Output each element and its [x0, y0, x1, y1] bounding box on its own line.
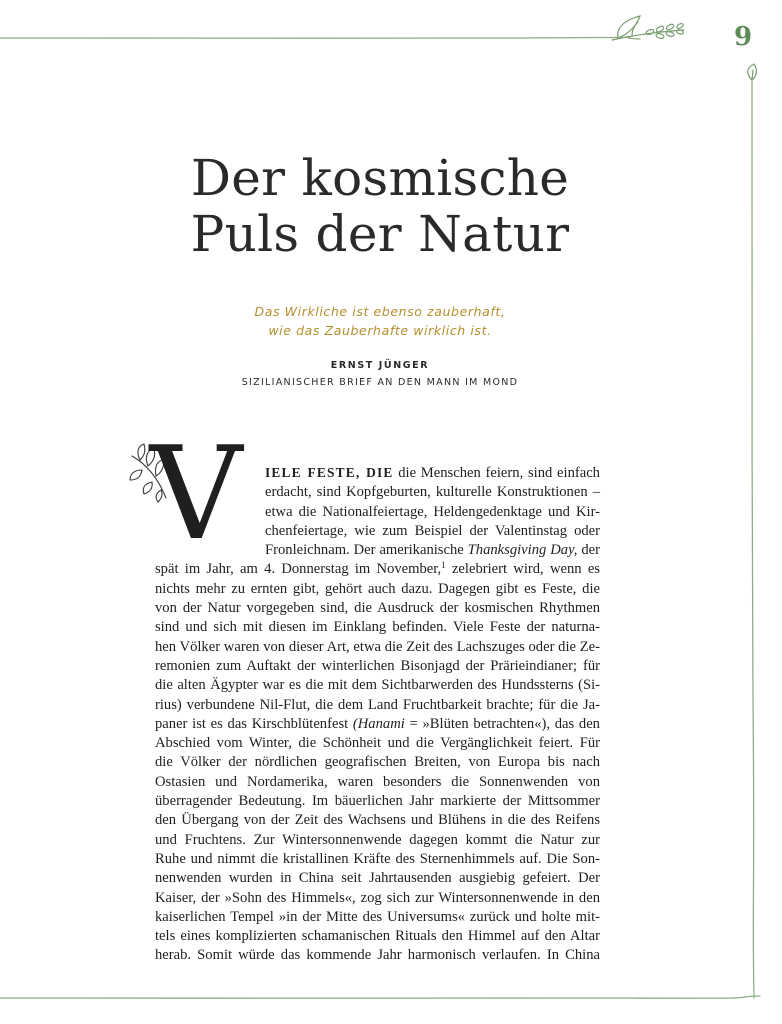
text-line: erdacht, sind Kopfgeburten, kulturelle Konstruktionen – — [265, 484, 600, 501]
text-line: hen Völker waren von dieser Art, etwa die Zeit des Lachszuges oder die Ze- — [155, 638, 600, 655]
text-line: nichts mehr zu ernten gibt, gehört auch dazu. Dagegen gibt es Feste, die — [155, 580, 600, 597]
text-line: von der Natur vorgegeben sind, die Ausdruck der kosmischen Rhythmen — [155, 600, 600, 617]
text-line: Fronleichnam. Der amerikanische Thanksgiving Day, der — [265, 542, 600, 559]
epigraph-author: ERNST JÜNGER — [330, 360, 430, 371]
frame-top-line — [0, 37, 640, 39]
body-text — [155, 463, 600, 966]
text-line: sind und sich mit diesen im Einklang befinden. Viele Feste der naturna- — [155, 619, 600, 636]
text-line: chenfeiertage, wie zum Beispiel der Valentinstag oder — [265, 522, 600, 539]
text-line: IELE FESTE, DIE die Menschen feiern, sind einfach — [265, 465, 600, 481]
text-line: kaiserlichen Tempel »in der Mitte des Universums« zurück und holte mit- — [155, 908, 600, 925]
text-line: überragender Bedeutung. Im bäuerlichen Jahr markierte der Mittsommer — [155, 793, 600, 810]
drop-cap-letter: V — [149, 426, 243, 548]
text-line: nenwenden wurden in China seit Jahrtausenden ausgiebig gefeiert. Der — [155, 870, 600, 887]
text-line: remonien zum Auftakt der winterlichen Bisonjagd der Prärieindianer; für — [155, 657, 600, 674]
text-line: Kaiser, der »Sohn des Himmels«, zog sich zur Wintersonnenwende in den — [155, 889, 600, 906]
epigraph-line-2: wie das Zauberhafte wirklich ist. — [268, 323, 492, 338]
text-line: die Völker der nördlichen geografischen Breiten, von Europa bis nach — [155, 754, 600, 771]
leaf-sprig-icon — [612, 16, 684, 40]
epigraph-quote — [150, 302, 610, 340]
lead-in: IELE FESTE, DIE — [265, 465, 394, 480]
footnote-marker[interactable]: 1 — [441, 560, 446, 571]
epigraph-line-1: Das Wirkliche ist ebenso zauberhaft, — [254, 304, 506, 319]
text-line: den Übergang von der Zeit des Wachsens und Blühens in die des Reifens — [155, 812, 600, 829]
text-line: und Fruchtens. Zur Wintersonnenwende dagegen kommt die Natur zur — [155, 831, 600, 848]
text-line: tels eines komplizierten schamanischen Rituals den Himmel auf den Altar — [155, 928, 600, 945]
text-line: herab. Somit würde das kommende Jahr harmonisch verlaufen. In China — [155, 947, 600, 964]
chapter-title — [90, 150, 670, 262]
page-number: 9 — [733, 22, 753, 52]
leaf-tip-icon — [748, 64, 757, 80]
title-line-2: Puls der Natur — [190, 205, 570, 263]
text-line: paner ist es das Kirschblütenfest (Hanami = »Blüten betrachten«), das den — [155, 715, 600, 732]
text-line: spät im Jahr, am 4. Donnerstag im November,$^1$ zelebriert wird, wenn es — [155, 560, 600, 578]
text-line: Ruhe und nimmt die kristallinen Kräfte des Sternenhimmels auf. Die Son- — [155, 850, 600, 867]
text-line: rius) verbundene Nil-Flut, die dem Land Fruchtbarkeit brachte; für die Ja- — [155, 696, 600, 713]
frame-right-line — [752, 78, 754, 998]
text-line: Abschied vom Winter, die Schönheit und die Vergänglichkeit feiert. Für — [155, 735, 600, 752]
text-line: etwa die Nationalfeiertage, Heldengedenktage und Kir- — [265, 503, 600, 520]
epigraph-source: SIZILIANISCHER BRIEF AN DEN MANN IM MOND — [241, 377, 519, 388]
text-line: Ostasien und Nordamerika, waren besonders die Sonnenwenden von — [155, 773, 600, 790]
frame-bottom-line — [0, 996, 760, 998]
title-line-1: Der kosmische — [190, 149, 570, 207]
text-line: die alten Ägypter war es die mit dem Sichtbarwerden des Hundssterns (Si- — [155, 677, 600, 694]
